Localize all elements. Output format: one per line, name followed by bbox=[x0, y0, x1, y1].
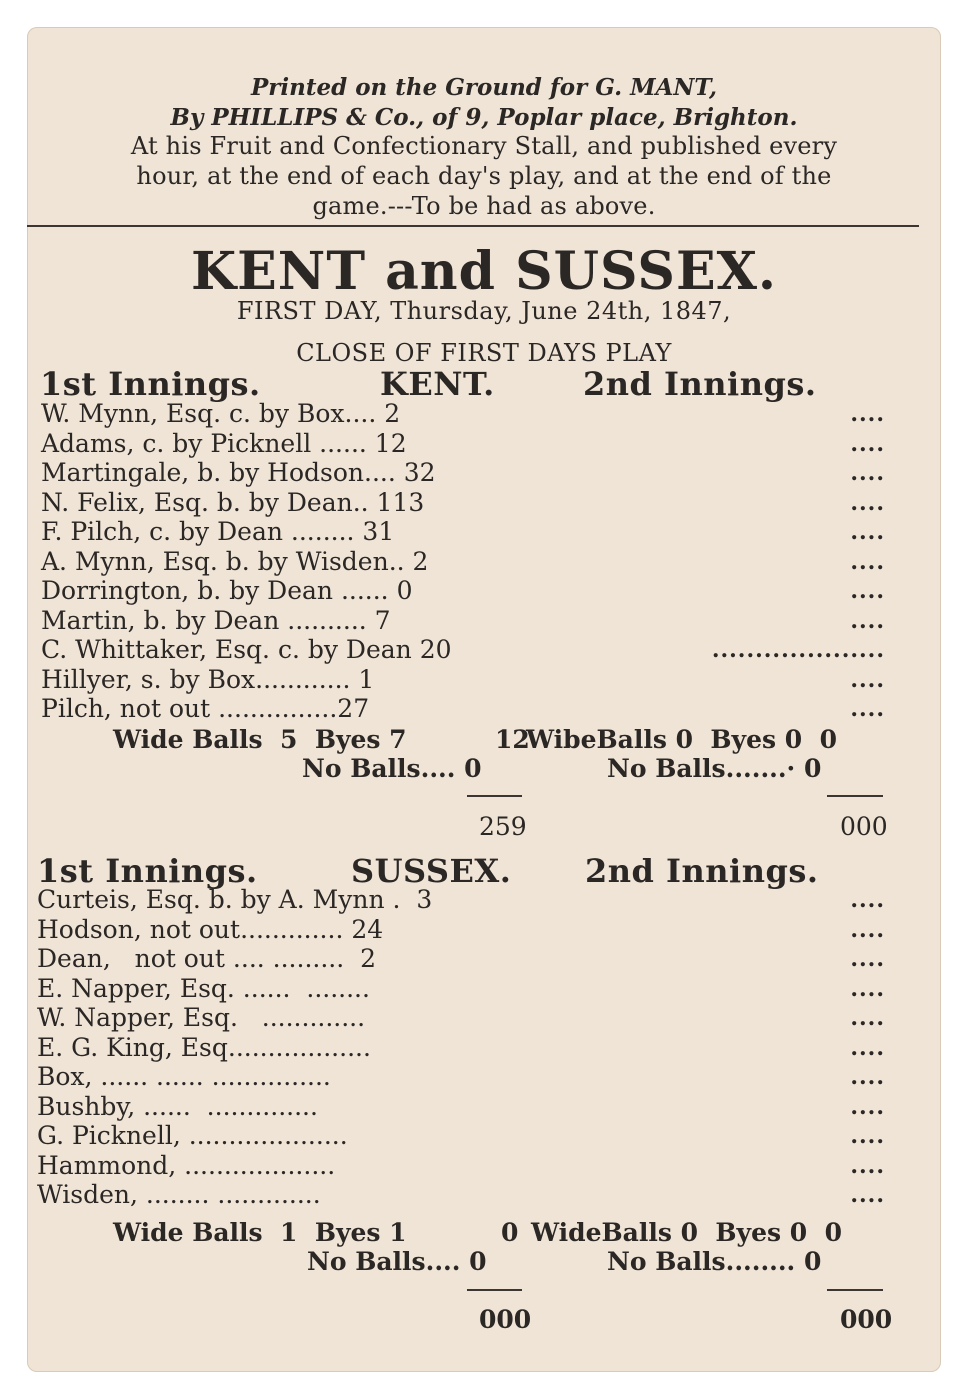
match-title: KENT and SUSSEX. bbox=[190, 241, 778, 302]
sussex-second-innings-placeholder: .... bbox=[850, 1064, 885, 1090]
sussex-batting-row: Wisden, ........ ............. bbox=[37, 1180, 321, 1209]
sussex-batting-row: Dean, not out .... ......... 2 bbox=[37, 944, 376, 973]
publish-line: hour, at the end of each day's play, and at the end of the bbox=[136, 162, 832, 190]
sussex-second-innings-placeholder: .... bbox=[850, 1182, 885, 1208]
sussex-extras-first: Wide Balls 1 Byes 1 bbox=[113, 1218, 407, 1247]
sussex-second-innings-placeholder: .... bbox=[850, 1152, 885, 1179]
sussex-second-innings-placeholder: .... bbox=[850, 975, 885, 1002]
sussex-team-heading: SUSSEX. bbox=[351, 852, 512, 890]
kent-sum-rule-second bbox=[827, 795, 883, 797]
kent-second-innings-placeholder: .... bbox=[850, 460, 885, 486]
kent-batting-row: C. Whittaker, Esq. c. by Dean 20 bbox=[41, 635, 452, 664]
sussex-batting-row: E. G. King, Esq.................. bbox=[37, 1032, 371, 1062]
kent-batting-row: Martingale, b. by Hodson.... 32 bbox=[41, 458, 436, 487]
sussex-noballs-second: No Balls........ 0 bbox=[607, 1247, 822, 1276]
sussex-second-innings-placeholder: .... bbox=[850, 1093, 885, 1120]
sussex-sum-rule-first bbox=[467, 1289, 522, 1291]
kent-total-second: 000 bbox=[840, 812, 888, 841]
printer-credit-line: Printed on the Ground for G. MANT, bbox=[250, 74, 718, 101]
stall-line: At his Fruit and Confectionary Stall, and published every bbox=[130, 132, 838, 160]
kent-second-innings-placeholder: .... bbox=[850, 489, 885, 516]
kent-second-innings-placeholder: .... bbox=[850, 696, 885, 722]
kent-second-innings-placeholder: .... bbox=[850, 401, 885, 427]
kent-noballs-second: No Balls.......· 0 bbox=[607, 754, 822, 783]
kent-second-innings-placeholder: .... bbox=[850, 666, 885, 693]
kent-sum-rule-first bbox=[467, 795, 522, 797]
play-status: CLOSE OF FIRST DAYS PLAY bbox=[296, 339, 672, 367]
kent-second-innings-placeholder: .... bbox=[850, 519, 885, 545]
sussex-batting-row: G. Picknell, .................... bbox=[37, 1121, 348, 1150]
kent-batting-row: W. Mynn, Esq. c. by Box.... 2 bbox=[41, 399, 401, 428]
sussex-second-innings-placeholder: .... bbox=[850, 1005, 885, 1031]
sussex-extras-total: 0 bbox=[501, 1218, 519, 1247]
sussex-batting-row: Curteis, Esq. b. by A. Mynn . 3 bbox=[37, 885, 433, 914]
kent-second-innings-heading: 2nd Innings. bbox=[583, 365, 817, 403]
sussex-second-innings-placeholder: .... bbox=[850, 1034, 885, 1061]
kent-extras-second: WibeBalls 0 Byes 0 0 bbox=[526, 725, 837, 754]
kent-second-innings-placeholder: .... bbox=[850, 607, 885, 634]
availability-line: game.---To be had as above. bbox=[312, 192, 656, 220]
sussex-second-innings-placeholder: .... bbox=[850, 1123, 885, 1149]
kent-second-innings-placeholder: .... bbox=[850, 430, 885, 457]
kent-extras-total: 12 bbox=[495, 725, 530, 754]
scorecard bbox=[27, 27, 941, 1372]
sussex-batting-row: Box, ...... ...... ............... bbox=[37, 1062, 331, 1091]
sussex-second-innings-placeholder: .... bbox=[850, 916, 885, 943]
sussex-total-second: 000 bbox=[840, 1305, 893, 1334]
kent-batting-row: N. Felix, Esq. b. by Dean.. 113 bbox=[41, 487, 425, 517]
kent-noballs-first: No Balls.... 0 bbox=[302, 754, 482, 783]
sussex-total-first: 000 bbox=[479, 1305, 532, 1334]
kent-second-innings-placeholder: .... bbox=[850, 548, 885, 575]
header-divider bbox=[27, 225, 919, 227]
sussex-first-innings-heading: 1st Innings. bbox=[37, 852, 258, 890]
sussex-sum-rule-second bbox=[827, 1289, 883, 1291]
match-date: FIRST DAY, Thursday, June 24th, 1847, bbox=[236, 297, 732, 325]
sussex-batting-row: Hodson, not out............. 24 bbox=[37, 914, 384, 944]
kent-total-first: 259 bbox=[479, 812, 527, 841]
sussex-batting-row: W. Napper, Esq. ............. bbox=[37, 1003, 366, 1032]
sussex-noballs-first: No Balls.... 0 bbox=[307, 1247, 487, 1276]
kent-batting-row: A. Mynn, Esq. b. by Wisden.. 2 bbox=[41, 546, 429, 576]
kent-first-innings-heading: 1st Innings. bbox=[40, 365, 261, 403]
kent-batting-row: F. Pilch, c. by Dean ........ 31 bbox=[41, 517, 395, 546]
kent-batting-row: Hillyer, s. by Box............ 1 bbox=[41, 664, 375, 694]
sussex-second-innings-placeholder: .... bbox=[850, 946, 885, 972]
kent-batting-row: Adams, c. by Picknell ...... 12 bbox=[41, 428, 407, 458]
kent-batting-row: Pilch, not out ...............27 bbox=[41, 694, 370, 723]
kent-second-innings-placeholder: .... bbox=[850, 578, 885, 604]
sussex-extras-second: WideBalls 0 Byes 0 0 bbox=[531, 1218, 842, 1247]
kent-batting-row: Dorrington, b. by Dean ...... 0 bbox=[41, 576, 413, 605]
printer-address-line: By PHILLIPS & Co., of 9, Poplar place, Brighton. bbox=[170, 104, 798, 131]
sussex-batting-row: Hammond, ................... bbox=[37, 1150, 336, 1180]
kent-batting-row: Martin, b. by Dean .......... 7 bbox=[41, 605, 391, 635]
kent-second-innings-placeholder: .................... bbox=[711, 637, 885, 663]
kent-team-heading: KENT. bbox=[380, 365, 495, 403]
sussex-batting-row: Bushby, ...... .............. bbox=[37, 1091, 318, 1121]
kent-extras-first: Wide Balls 5 Byes 7 bbox=[113, 725, 407, 754]
sussex-batting-row: E. Napper, Esq. ...... ........ bbox=[37, 973, 370, 1003]
sussex-second-innings-placeholder: .... bbox=[850, 887, 885, 913]
sussex-second-innings-heading: 2nd Innings. bbox=[585, 852, 819, 890]
